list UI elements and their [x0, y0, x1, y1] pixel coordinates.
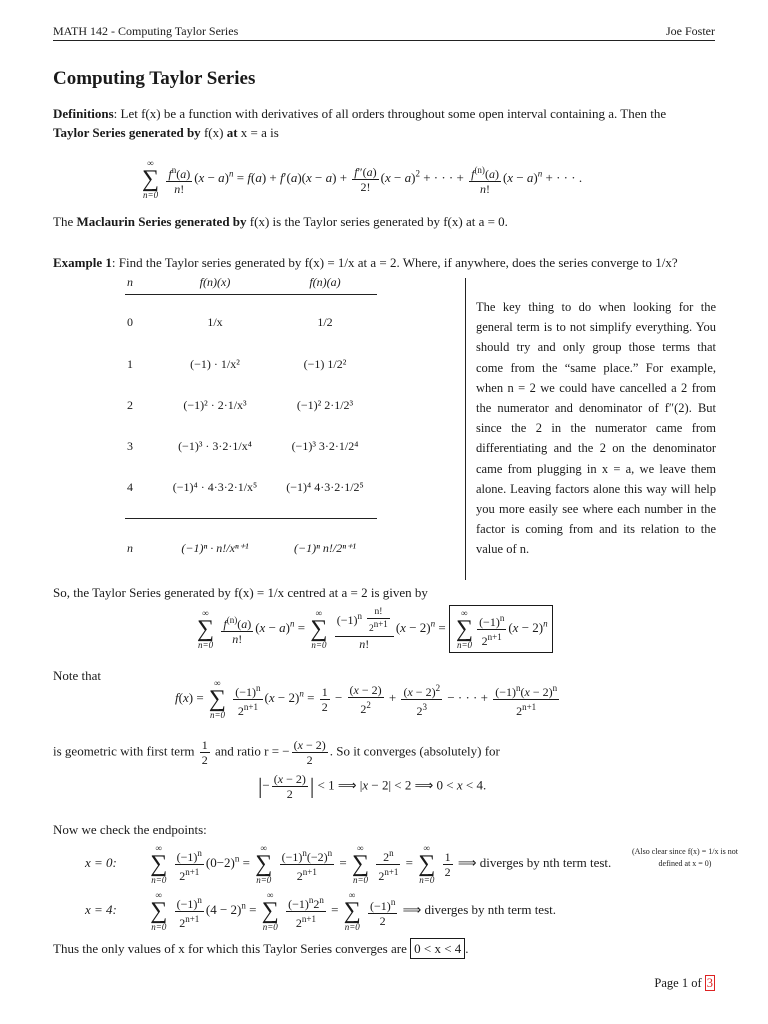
table-row: [125, 398, 377, 418]
table-cell-n: 0: [127, 315, 133, 329]
taylor-formula: ∞ ∑ n=0 $\frac{f^n(a)}{n!}$ $(x - a)^n = f(a) + f'(a)(x - a)$ + $\frac{f''(a)}{2!}$ $(x - a)^2$ + · · · + $\frac{f^{(n)}(a)}{n!}$ $(x - a)^n$ + · · · .: [142, 158, 583, 200]
geometric-mid: and ratio r = −: [215, 743, 290, 759]
geometric-pre: is geometric with first term: [53, 743, 195, 759]
x0-label: x = 0:: [85, 854, 117, 870]
table-general-rule: [125, 518, 377, 519]
side-note: The key thing to do when looking for the general term is to not simplify everything. You should try and only group those terms that come from the “same place.” For example, when n = 2 we could have cancelled a 2 from the numerator and denominator of f″(2). But since the 2 in the numerator came from differentiating and the 2 on the denominator came from plugging in x = a, we leave them alone. Leaving factors alone this way will help you more easily see where each number in the factor is coming from and its relation to the value of n.: [476, 300, 716, 557]
page-header: [53, 24, 715, 40]
table-header-rule: [125, 294, 377, 295]
diverges-text-x4: ⟹ diverges by nth term test.: [402, 901, 556, 917]
also-clear-note: (Also clear since f(x) = 1/x is not defined at x = 0): [631, 847, 739, 868]
series-result: ∞ ∑ n=0 $\frac{f^{(n)}(a)}{n!}$ $(x - a)^n$ = ∞ ∑ n=0 $(-1)^n$ $\frac{n!}{2^{n+1}}$ n! $(x - 2)^n$ = ∞ ∑ n=0 $\frac{(-1)^n}{2^{n+1}}$ $(x - 2)^n$: [195, 605, 553, 653]
maclaurin-post: f(x) is the Taylor series generated by f(x) at a = 0.: [246, 214, 508, 229]
table-row: [125, 357, 377, 377]
conclusion-pre: Thus the only values of x for which this Taylor Series converges are: [53, 941, 407, 956]
so-line: So, the Taylor Series generated by f(x) = 1/x centred at a = 2 is given by: [53, 585, 428, 600]
table-row: [125, 439, 377, 459]
table-cell-fx: (−1)⁴ · 4·3·2·1/x⁵: [172, 480, 258, 494]
maclaurin-paragraph: [53, 212, 715, 231]
example1-text: : Find the Taylor series generated by f(x) = 1/x at a = 2. Where, if anywhere, does the series converge to 1/x?: [111, 255, 678, 270]
fx-text: f(x): [200, 125, 227, 140]
table-cell-n: n: [127, 541, 133, 555]
table-cell-fa: 1/2: [317, 315, 333, 329]
table-cell-fa: (−1)³ 3·2·1/2⁴: [291, 439, 359, 453]
table-header-n: n: [127, 275, 133, 289]
at-term: at: [226, 125, 238, 140]
table-header-fx: f(n)(x): [199, 275, 231, 289]
definitions-label: Definitions: [53, 106, 114, 121]
definitions-paragraph: [53, 104, 715, 142]
table-general-row: [125, 541, 377, 561]
example1-paragraph: [53, 253, 715, 272]
endpoint-x0: x = 0: ∞ ∑ n=0 $\frac{(-1)^n}{2^{n+1}}$ $(0-2)^n$ = ∞ ∑ n=0 $\frac{(-1)^n(-2)^n}{2^{n+1}}$ = ∞ ∑ n=0 $\frac{2^n}{2^{n+1}}$ = ∞ ∑ n=0 $\frac{1}{2}$ ⟹ diverges by nth term test.: [85, 843, 612, 885]
table-vertical-rule: [465, 278, 466, 580]
table-cell-n: 2: [127, 398, 133, 412]
geometric-post: . So it converges (absolutely) for: [329, 743, 500, 759]
example1-label: Example 1: [53, 255, 112, 270]
page-title: Computing Taylor Series: [53, 68, 256, 89]
table-cell-n: 4: [127, 480, 133, 494]
course-title: MATH 142 - Computing Taylor Series: [53, 24, 239, 38]
conclusion-line: Thus the only values of x for which this Taylor Series converges are 0 < x < 4 .: [53, 938, 715, 959]
note-that: Note that: [53, 668, 102, 683]
endpoint-x4: x = 4: ∞ ∑ n=0 $\frac{(-1)^n}{2^{n+1}}$ $(4 - 2)^n$ = ∞ ∑ n=0 $\frac{(-1)^n2^n}{2^{n+1}}$ = ∞ ∑ n=0 $\frac{(-1)^n}{2}$ ⟹ diverges by nth term test.: [85, 890, 556, 932]
maclaurin-pre: The: [53, 214, 77, 229]
table-cell-n: 1: [127, 357, 133, 371]
endpoints-line: Now we check the endpoints:: [53, 822, 207, 837]
definitions-text: : Let f(x) be a function with derivatives of all orders throughout some open interval containing a. Then the: [113, 106, 667, 121]
table-row: [125, 480, 377, 500]
geometric-line: is geometric with first term $\frac{1}{2}$ and ratio r = − $\frac{(x - 2)}{2}$ . So it converges (absolutely) for: [53, 738, 500, 767]
conclusion-boxed: 0 < x < 4: [410, 938, 465, 959]
total-pages-link[interactable]: 3: [706, 976, 713, 990]
table-cell-fx: 1/x: [207, 315, 223, 329]
page-footer: [654, 976, 715, 991]
table-cell-fx: (−1) · 1/x²: [190, 357, 240, 371]
table-cell-fa: (−1) 1/2²: [303, 357, 347, 371]
maclaurin-term: Maclaurin Series generated by: [76, 214, 247, 229]
table-header-fa: f(n)(a): [309, 275, 341, 289]
table-cell-n: 3: [127, 439, 133, 453]
table-cell-fx: (−1)² · 2·1/x³: [183, 398, 247, 412]
author-name: Joe Foster: [666, 24, 715, 38]
table-cell-fa: (−1)ⁿ n!/2ⁿ⁺¹: [294, 541, 356, 555]
diverges-text-x0: ⟹ diverges by nth term test.: [457, 854, 612, 870]
header-rule: [53, 40, 715, 41]
table-cell-fa: (−1)⁴ 4·3·2·1/2⁵: [286, 480, 364, 494]
xa-text: x = a is: [237, 125, 279, 140]
boxed-series: ∞ ∑ n=0 $\frac{(-1)^n}{2^{n+1}}$ $(x - 2)^n$: [449, 605, 553, 653]
table-cell-fa: (−1)² 2·1/2³: [296, 398, 354, 412]
page-count-text: Page 1 of: [654, 976, 702, 990]
table-cell-fx: (−1)³ · 3·2·1/x⁴: [178, 439, 252, 453]
convergence-interval: |− $\frac{(x - 2)}{2}$ | < 1 ⟹ |x − 2| < 2 ⟹ 0 < x < 4.: [258, 772, 487, 801]
expanded-series: f(x) = ∞ ∑ n=0 $\frac{(-1)^n}{2^{n+1}}$ $(x - 2)^n$ = $\frac{1}{2}$ − $\frac{(x - 2)}{2^2}$ + $\frac{(x - 2)^2}{2^3}$ − · · · + $\frac{(-1)^n(x - 2)^n}{2^{n+1}}$: [175, 678, 558, 720]
taylor-series-term: Taylor Series generated by: [53, 125, 201, 140]
table-header-row: [125, 275, 377, 295]
table-cell-fx: (−1)ⁿ · n!/xⁿ⁺¹: [181, 541, 249, 555]
table-row: [125, 315, 377, 335]
x4-label: x = 4:: [85, 901, 117, 917]
